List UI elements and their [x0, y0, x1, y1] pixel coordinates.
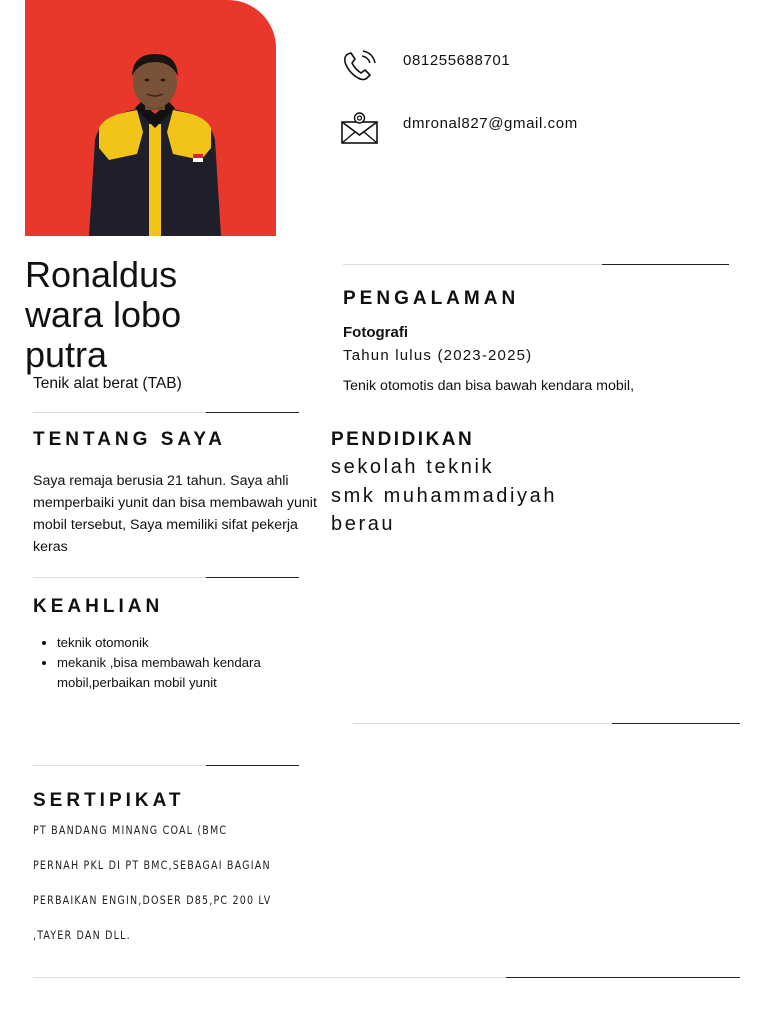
- name-line: Ronaldus: [25, 254, 178, 295]
- email-address[interactable]: dmronal827@gmail.com: [403, 115, 578, 132]
- skills-title: KEAHLIAN: [33, 596, 164, 617]
- certificate-line: PERNAH PKL DI PT BMC,SEBAGAI BAGIAN: [33, 858, 271, 872]
- about-text: Saya remaja berusia 21 tahun. Saya ahli memperbaiki yunit dan bisa membawah yunit mobil tersebut, Saya memiliki sifat pekerja keras: [33, 473, 317, 555]
- name-line: wara lobo: [25, 294, 182, 335]
- skills-list: [57, 633, 297, 693]
- certificate-line: ,TAYER DAN DLL.: [33, 928, 131, 942]
- phone-icon: [340, 48, 378, 84]
- person-photo: [85, 50, 225, 236]
- divider: [33, 765, 299, 766]
- certificates-title: SERTIPIKAT: [33, 790, 185, 811]
- job-title: Tenik alat berat (TAB): [33, 375, 182, 392]
- certificate-line: PT BANDANG MINANG COAL (BMC: [33, 823, 228, 837]
- education-line: smk muhammadiyah: [331, 485, 558, 507]
- profile-photo: [25, 0, 276, 236]
- envelope-icon: [340, 110, 378, 146]
- experience-description: Tenik otomotis dan bisa bawah kendara mobil,: [343, 378, 635, 394]
- certificate-line: PERBAIKAN ENGIN,DOSER D85,PC 200 LV: [33, 893, 272, 907]
- phone-number[interactable]: 081255688701: [403, 52, 511, 69]
- email-contact: [340, 110, 578, 146]
- experience-role: Fotografi: [343, 324, 408, 341]
- education-line: berau: [331, 513, 396, 535]
- divider: [33, 577, 299, 578]
- experience-years: Tahun lulus (2023-2025): [343, 347, 533, 364]
- list-item: • teknik otomonik: [57, 633, 297, 653]
- divider: [33, 977, 740, 978]
- list-item: • mekanik ,bisa membawah kendara mobil,perbaikan mobil yunit: [57, 653, 297, 693]
- experience-title: PENGALAMAN: [343, 288, 520, 309]
- about-title: TENTANG SAYA: [33, 429, 226, 450]
- phone-contact: [340, 48, 511, 84]
- name-line: putra: [25, 334, 108, 375]
- divider: [33, 412, 299, 413]
- education-line: sekolah teknik: [331, 456, 495, 478]
- education-title: PENDIDIKAN: [331, 429, 475, 450]
- divider: [343, 264, 729, 265]
- divider: [353, 723, 740, 724]
- full-name: [25, 255, 325, 375]
